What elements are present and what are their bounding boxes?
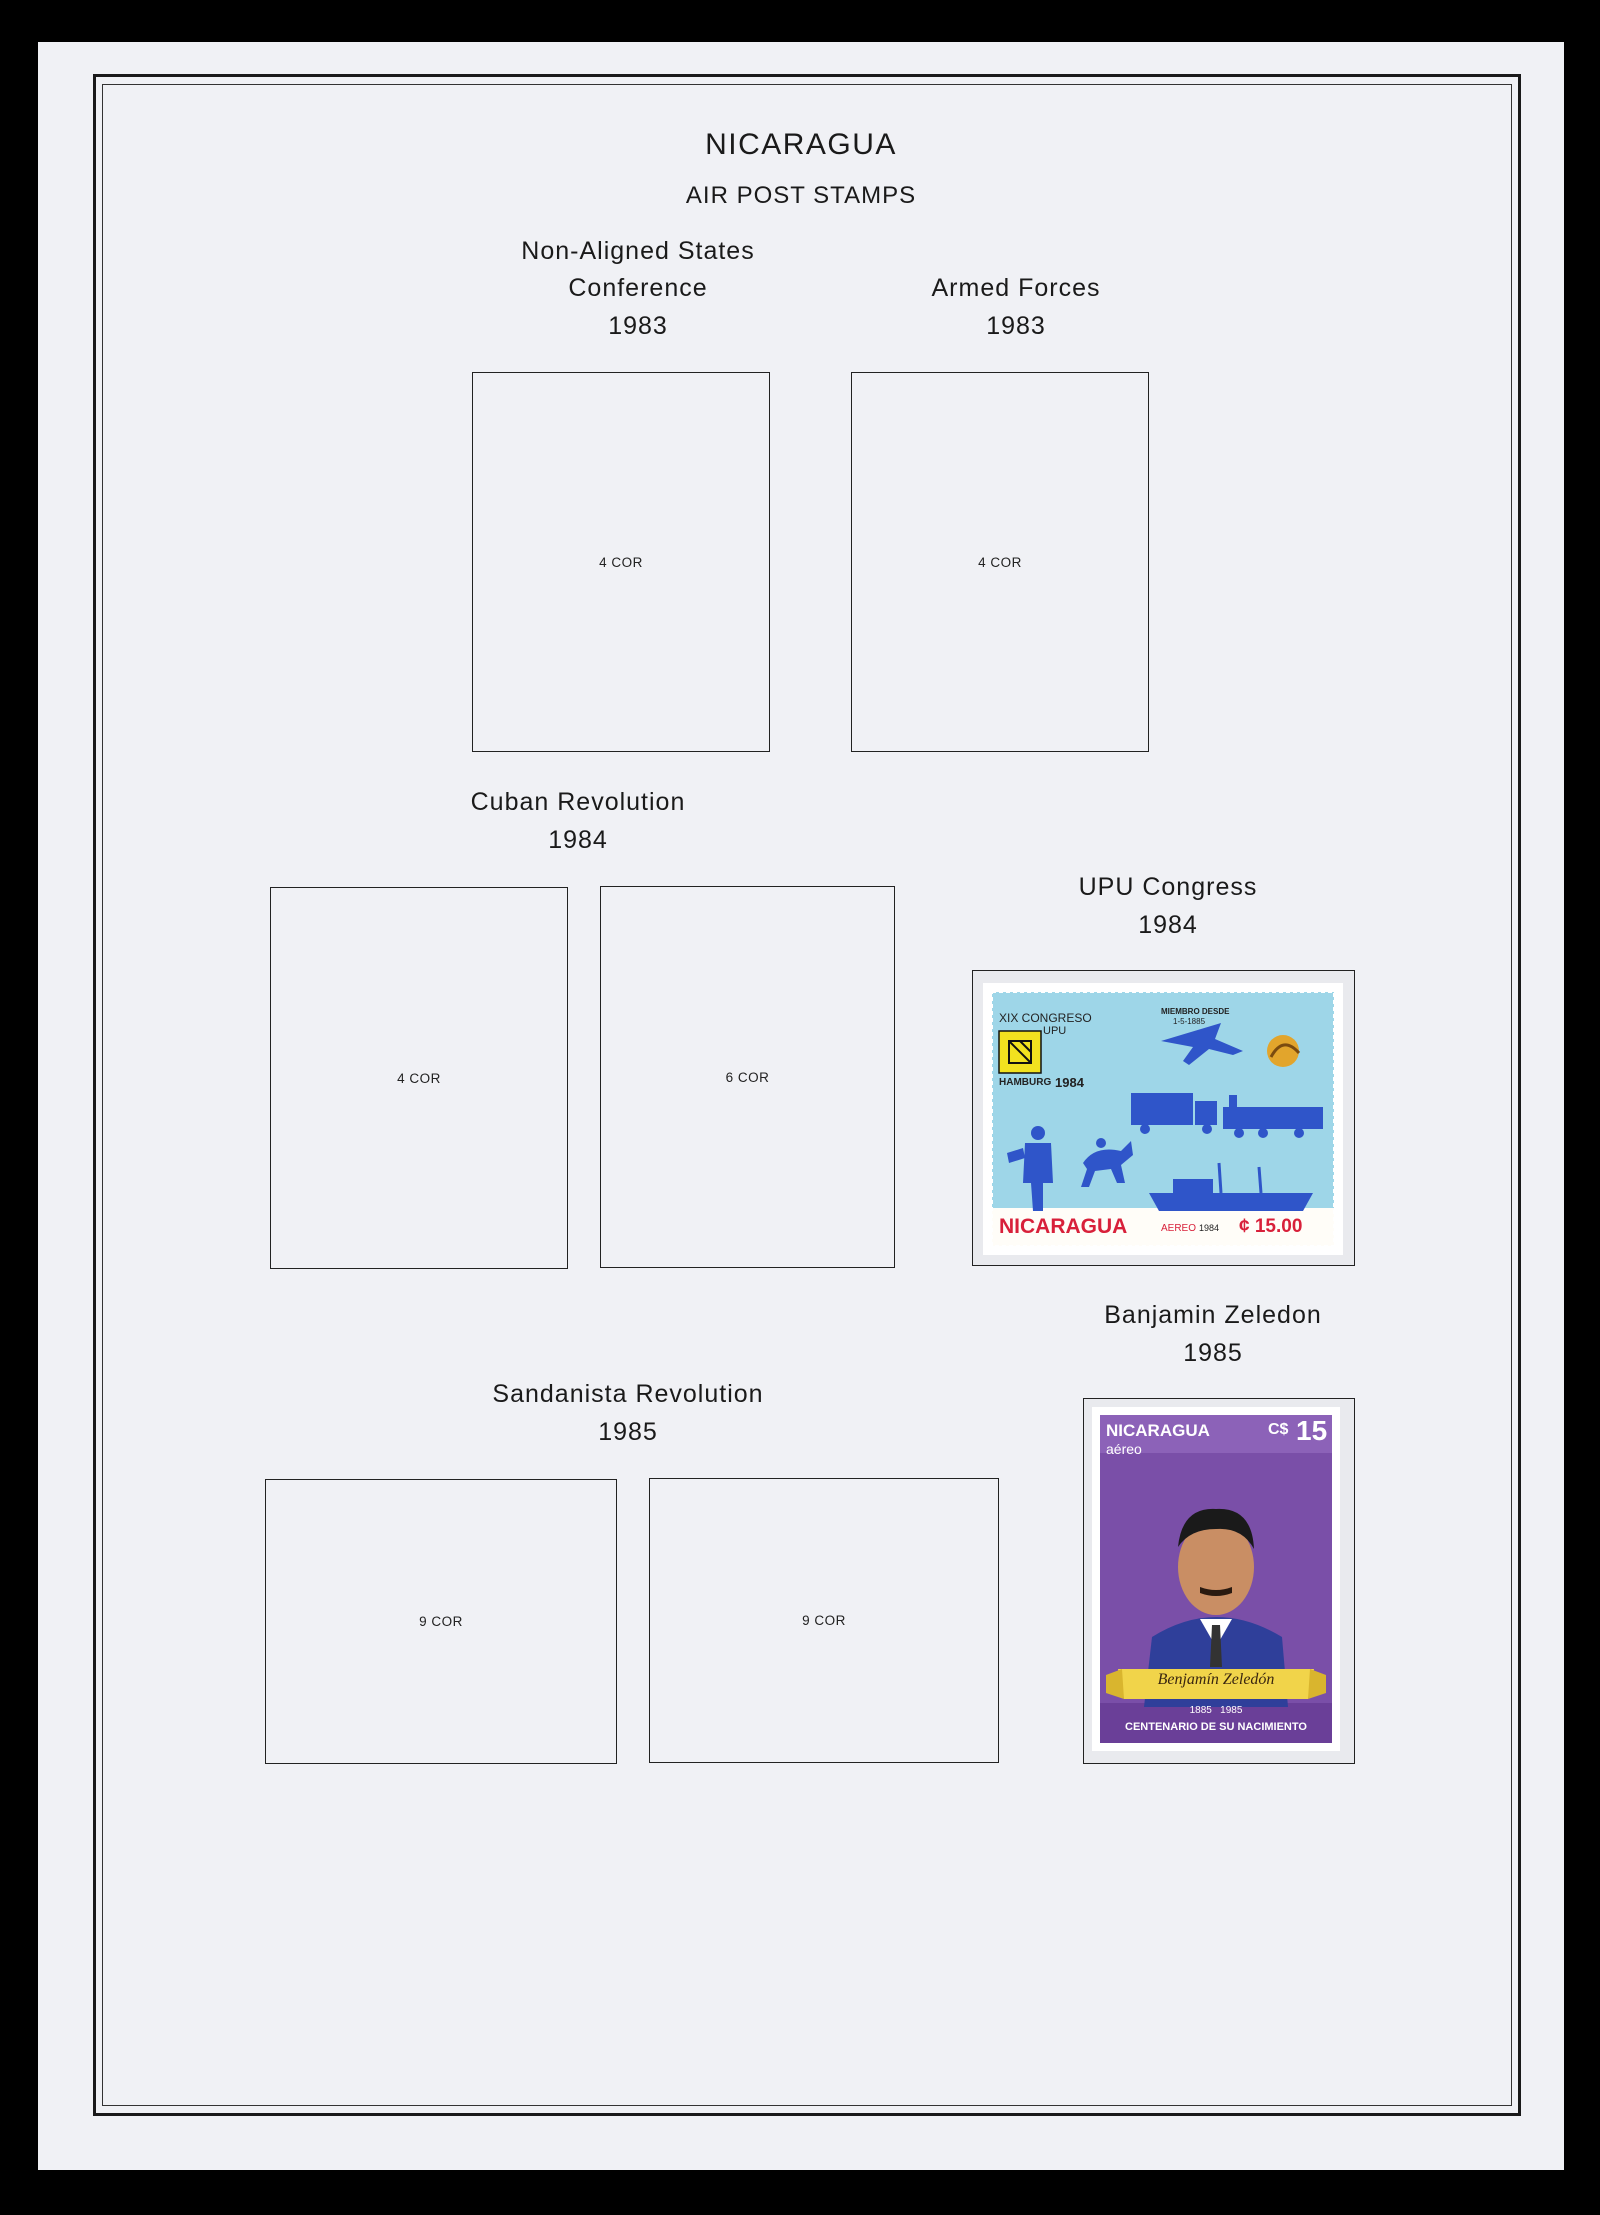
slot-label: 4 COR [978,554,1022,570]
set-year: 1984 [1138,911,1198,939]
set-title-line1: Non-Aligned States [521,237,755,265]
stamp-slot [472,372,770,752]
upu-stamp-cyear: 1984 [1055,1075,1084,1090]
stamp-slot [851,372,1149,752]
set-title: Banjamin Zeledon [1104,1301,1322,1329]
slot-label: 4 COR [599,554,643,570]
upu-stamp-country: NICARAGUA [999,1215,1128,1238]
zeledon-stamp [1092,1407,1340,1751]
slot-label: 9 COR [419,1614,463,1629]
set-year: 1985 [598,1418,658,1446]
upu-stamp-year: 1984 [1199,1223,1220,1233]
upu-stamp-upu: UPU [1043,1025,1067,1037]
stamp-mount [1083,1398,1355,1764]
stamp-mount [972,970,1355,1266]
page-subtitle: AIR POST STAMPS [685,182,917,209]
upu-stamp [983,983,1343,1255]
stamp-slot [649,1478,999,1763]
slot-label: 9 COR [802,1613,846,1628]
upu-stamp-member: MIEMBRO DESDE [1161,1007,1230,1016]
zeledon-stamp-name: Benjamín Zeledón [1157,1671,1275,1688]
zeledon-stamp-caption: CENTENARIO DE SU NACIMIENTO [1125,1721,1307,1733]
set-title: Armed Forces [931,274,1101,302]
set-year: 1983 [986,312,1046,340]
set-title: UPU Congress [1078,873,1258,901]
zeledon-stamp-aereo: aéreo [1106,1441,1142,1457]
zeledon-stamp-country: NICARAGUA [1106,1421,1210,1440]
album-page [38,42,1564,2170]
upu-stamp-aereo: AEREO [1161,1223,1197,1234]
slot-label: 6 COR [725,1069,770,1085]
set-title: Sandanista Revolution [492,1380,764,1408]
stamp-slot [265,1479,617,1764]
set-year: 1984 [548,826,608,854]
set-title-line2: Conference [568,274,708,302]
upu-stamp-value: ¢ 15.00 [1239,1216,1303,1237]
set-title: Cuban Revolution [470,788,686,816]
zeledon-stamp-years: 1885 1985 [1189,1705,1243,1716]
upu-stamp-city: HAMBURG [999,1077,1052,1088]
stamp-slot [270,887,568,1269]
upu-stamp-member-date: 1-5-1885 [1173,1017,1206,1026]
zeledon-stamp-currency: C$ [1268,1421,1289,1438]
page-title: NICARAGUA [705,128,897,161]
set-year: 1983 [608,312,668,340]
upu-stamp-congress: XIX CONGRESO [999,1011,1092,1025]
zeledon-stamp-value: 15 [1296,1415,1328,1446]
set-year: 1985 [1183,1339,1243,1367]
slot-label: 4 COR [397,1070,441,1086]
stamp-slot [600,886,895,1268]
